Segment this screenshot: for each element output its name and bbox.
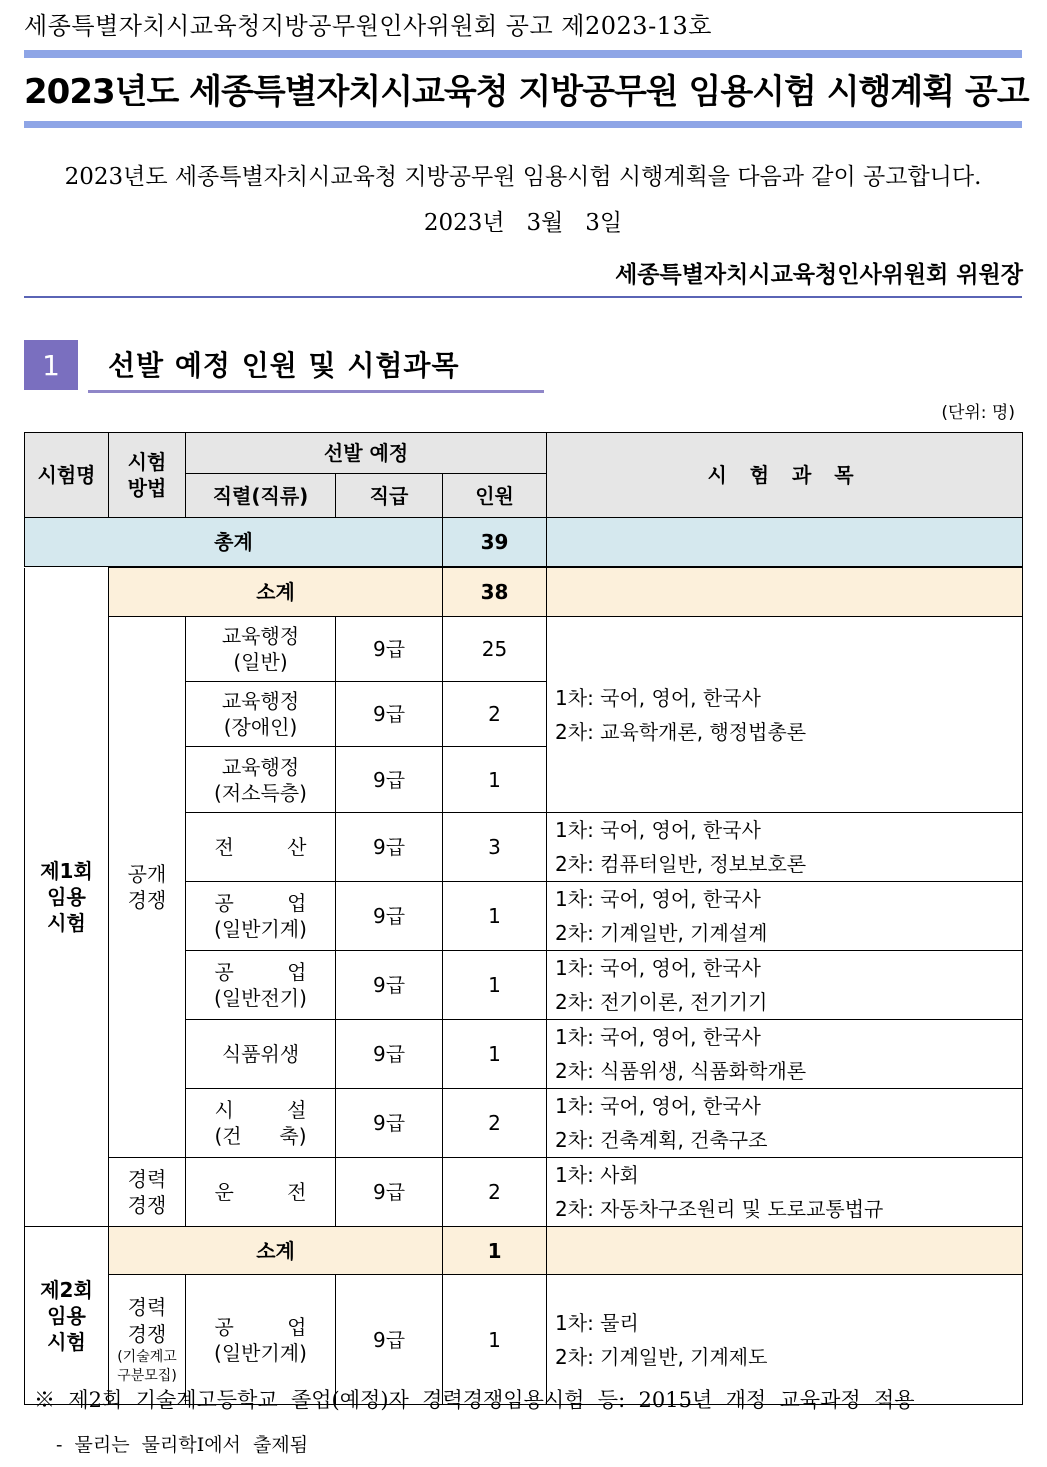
count-cell: 2 xyxy=(443,1158,547,1227)
method-career: 경력 경쟁 xyxy=(109,1158,186,1227)
count-cell: 3 xyxy=(443,813,547,882)
table-row xyxy=(25,617,1023,682)
footnote-2: - 물리는 물리학Ⅰ에서 출제됨 xyxy=(56,1434,309,1456)
page-title: 2023년도 세종특별자치시교육청 지방공무원 임용시험 시행계획 공고 xyxy=(24,72,1029,112)
grade-cell: 9급 xyxy=(336,747,443,813)
exam-plan-table-body xyxy=(24,567,1023,1405)
header-exam-name: 시험명 xyxy=(25,433,109,518)
count-cell: 1 xyxy=(443,882,547,951)
notice-number: 세종특별자치시교육청지방공무원인사위원회 공고 제2023-13호 xyxy=(24,12,712,40)
exam-plan-table xyxy=(24,432,1023,567)
count-cell: 1 xyxy=(443,747,547,813)
position-cell: 교육행정 (저소득층) xyxy=(186,747,336,813)
total-subjects-empty xyxy=(547,518,1023,567)
total-row xyxy=(25,518,1023,567)
header-grade: 직급 xyxy=(336,474,443,518)
subjects-cell: 1차: 물리 2차: 기계일반, 기계제도 xyxy=(547,1275,1023,1405)
position-cell: 공 업 (일반기계) xyxy=(186,882,336,951)
title-bottom-bar xyxy=(24,121,1022,128)
position-cell: 운 전 xyxy=(186,1158,336,1227)
count-cell: 2 xyxy=(443,682,547,747)
subjects-cell: 1차: 국어, 영어, 한국사 2차: 전기이론, 전기기기 xyxy=(547,951,1023,1020)
grade-cell: 9급 xyxy=(336,682,443,747)
grade-cell: 9급 xyxy=(336,1089,443,1158)
unit-label: (단위: 명) xyxy=(941,403,1015,423)
grade-cell: 9급 xyxy=(336,617,443,682)
intro-text: 2023년도 세종특별자치시교육청 지방공무원 임용시험 시행계획을 다음과 같이 공고합니다. xyxy=(64,164,982,190)
header-position: 직렬(직류) xyxy=(186,474,336,518)
subjects-cell: 1차: 사회 2차: 자동차구조원리 및 도로교통법규 xyxy=(547,1158,1023,1227)
total-count: 39 xyxy=(443,518,547,567)
round1-subtotal-row xyxy=(25,568,1023,617)
header-method: 시험 방법 xyxy=(109,433,186,518)
subjects-cell: 1차: 국어, 영어, 한국사 2차: 기계일반, 기계설계 xyxy=(547,882,1023,951)
grade-cell: 9급 xyxy=(336,882,443,951)
header-subjects: 시 험 과 목 xyxy=(547,433,1023,518)
grade-cell: 9급 xyxy=(336,813,443,882)
round2-name: 제2회 임용 시험 xyxy=(25,1227,109,1405)
grade-cell: 9급 xyxy=(336,951,443,1020)
signer: 세종특별자치시교육청인사위원회 위원장 xyxy=(615,262,1023,288)
section-underline xyxy=(88,390,544,393)
round2-subtotal-label: 소계 xyxy=(109,1227,443,1275)
header-count: 인원 xyxy=(443,474,547,518)
count-cell: 1 xyxy=(443,951,547,1020)
position-cell: 교육행정 (장애인) xyxy=(186,682,336,747)
round2-subtotal-row xyxy=(25,1227,1023,1275)
total-label: 총계 xyxy=(25,518,443,567)
grade-cell: 9급 xyxy=(336,1020,443,1089)
section-title: 선발 예정 인원 및 시험과목 xyxy=(108,349,460,382)
method-career-tech: 경력 경쟁 (기술계고 구분모집) xyxy=(109,1275,186,1405)
subjects-cell: 1차: 국어, 영어, 한국사 2차: 교육학개론, 행정법총론 xyxy=(547,617,1023,813)
position-cell: 전 산 xyxy=(186,813,336,882)
grade-cell: 9급 xyxy=(336,1158,443,1227)
round2-subtotal-empty xyxy=(547,1227,1023,1275)
header-divider xyxy=(24,296,1022,298)
footnote-1: ※ 제2회 기술계고등학교 졸업(예정)자 경력경쟁임용시험 등: 2015년 개정 교육과정 적용 xyxy=(34,1388,915,1412)
count-cell: 1 xyxy=(443,1275,547,1405)
method-open: 공개 경쟁 xyxy=(109,617,186,1158)
position-cell: 공 업 (일반기계) xyxy=(186,1275,336,1405)
subjects-cell: 1차: 국어, 영어, 한국사 2차: 식품위생, 식품화학개론 xyxy=(547,1020,1023,1089)
title-top-bar xyxy=(24,50,1022,58)
position-cell: 식품위생 xyxy=(186,1020,336,1089)
position-cell: 시 설 (건 축) xyxy=(186,1089,336,1158)
subjects-cell: 1차: 국어, 영어, 한국사 2차: 컴퓨터일반, 정보보호론 xyxy=(547,813,1023,882)
round1-subtotal-count: 38 xyxy=(443,568,547,617)
table-row xyxy=(25,1158,1023,1227)
table-header-row xyxy=(25,433,1023,474)
round2-subtotal-count: 1 xyxy=(443,1227,547,1275)
count-cell: 25 xyxy=(443,617,547,682)
round1-subtotal-empty xyxy=(547,568,1023,617)
position-cell: 교육행정 (일반) xyxy=(186,617,336,682)
section-number-badge: 1 xyxy=(24,340,78,390)
count-cell: 1 xyxy=(443,1020,547,1089)
grade-cell: 9급 xyxy=(336,1275,443,1405)
notice-date: 2023년 3월 3일 xyxy=(423,210,623,236)
round1-subtotal-label: 소계 xyxy=(109,568,443,617)
position-cell: 공 업 (일반전기) xyxy=(186,951,336,1020)
header-selection: 선발 예정 xyxy=(186,433,547,474)
round1-name: 제1회 임용 시험 xyxy=(25,568,109,1227)
subjects-cell: 1차: 국어, 영어, 한국사 2차: 건축계획, 건축구조 xyxy=(547,1089,1023,1158)
count-cell: 2 xyxy=(443,1089,547,1158)
